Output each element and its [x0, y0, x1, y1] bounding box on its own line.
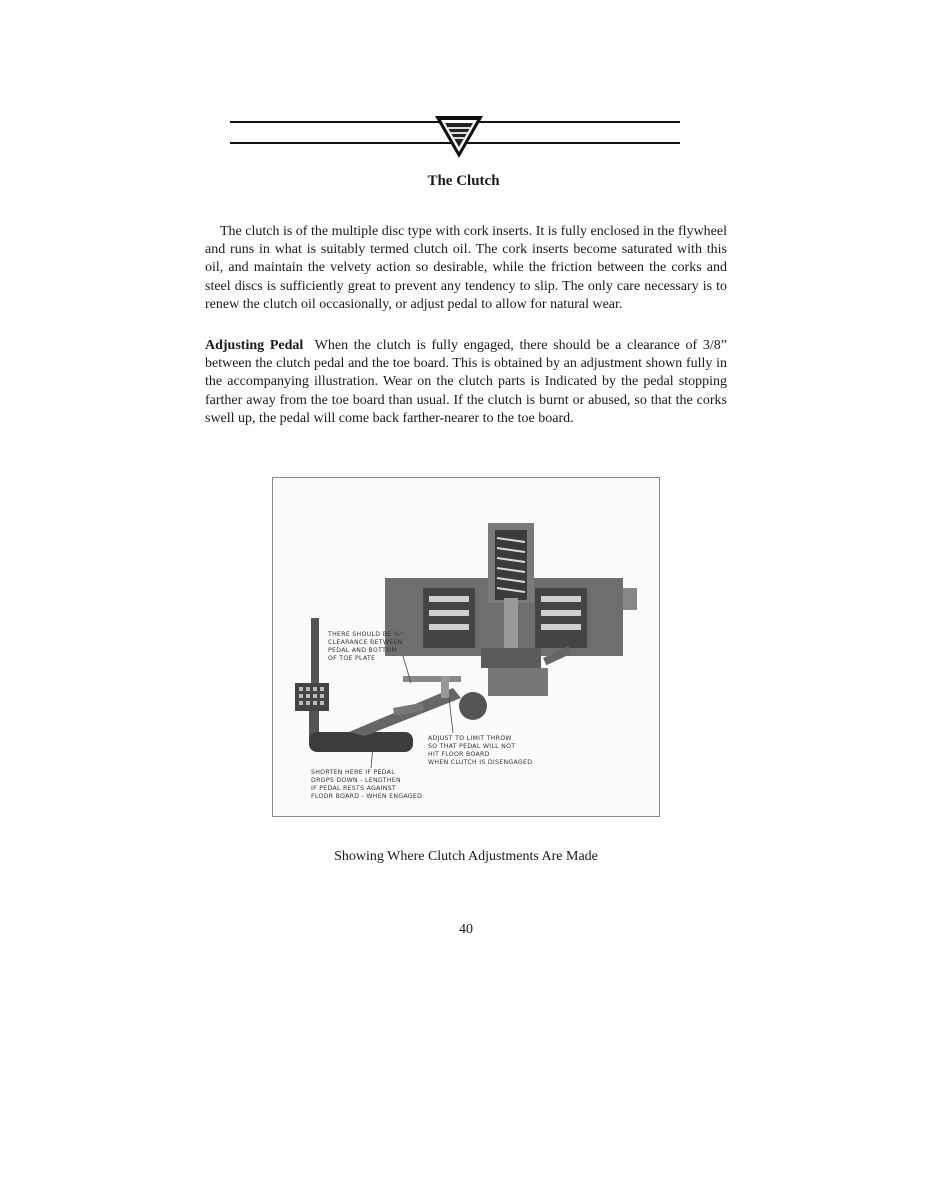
clutch-housing — [385, 523, 637, 720]
svg-text:SO THAT PEDAL WILL NOT: SO THAT PEDAL WILL NOT — [428, 743, 516, 750]
svg-text:HIT FLOOR BOARD: HIT FLOOR BOARD — [428, 751, 490, 758]
svg-text:IF PEDAL RESTS AGAINST: IF PEDAL RESTS AGAINST — [311, 785, 397, 792]
svg-text:THERE SHOULD BE ⅜”: THERE SHOULD BE ⅜” — [328, 631, 404, 638]
figure-caption: Showing Where Clutch Adjustments Are Made — [334, 849, 598, 864]
adjusting-pedal-text: When the clutch is fully engaged, there should be a clearance of 3/8” between the clutch pedal and the toe board. This is obtained by an adjustment shown fully in the accompanying illustration. Wear on the clutch parts is Indicated by the pedal stopping farther away from the toe board than usual. If the clutch is burnt or abused, so that the corks swell up, the pedal will come back farther-nearer to the toe board. — [205, 338, 728, 426]
svg-text:FLOOR BOARD - WHEN ENGAGED: FLOOR BOARD - WHEN ENGAGED — [311, 793, 423, 800]
adjusting-pedal-heading: Adjusting Pedal — [205, 338, 304, 353]
adjusting-pedal-paragraph — [205, 337, 727, 428]
intro-paragraph: The clutch is of the multiple disc type with cork inserts. It is fully enclosed in the flywheel and runs in what is suitably termed clutch oil. The cork inserts become saturated with this oil, and maintain the velvety action so desirable, while the friction between the corks and steel discs is sufficiently great to prevent any tendency to slip. The only care necessary is to renew the clutch oil occasionally, or adjust pedal to allow for natural wear. — [205, 224, 727, 312]
section-title: The Clutch — [427, 173, 500, 189]
svg-text:OF TOE PLATE: OF TOE PLATE — [328, 655, 376, 662]
svg-text:WHEN CLUTCH IS DISENGAGED: WHEN CLUTCH IS DISENGAGED — [428, 759, 533, 766]
clutch-illustration — [272, 477, 660, 817]
callout-shorten — [311, 769, 422, 800]
svg-text:CLEARANCE BETWEEN: CLEARANCE BETWEEN — [328, 639, 403, 646]
svg-text:SHORTEN HERE IF PEDAL: SHORTEN HERE IF PEDAL — [311, 769, 395, 776]
clutch-diagram — [273, 478, 659, 816]
triangle-emblem-icon — [435, 116, 483, 158]
svg-text:PEDAL AND BOTTOM: PEDAL AND BOTTOM — [328, 647, 398, 654]
page-number: 40 — [459, 922, 473, 937]
callout-clearance — [327, 631, 403, 662]
callout-limit-throw — [428, 735, 532, 766]
svg-text:ADJUST TO LIMIT THROW: ADJUST TO LIMIT THROW — [428, 735, 512, 742]
header-rule — [230, 112, 680, 162]
svg-text:DROPS DOWN - LENGTHEN: DROPS DOWN - LENGTHEN — [311, 777, 401, 784]
